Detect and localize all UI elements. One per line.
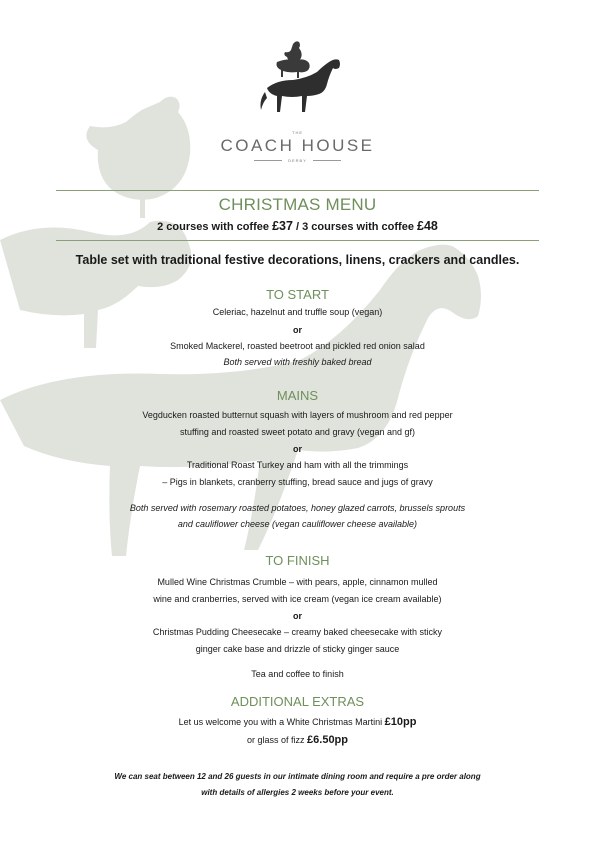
price-text-2: / 3 courses with coffee — [292, 221, 418, 233]
footer-line-2: with details of allergies 2 weeks before your event. — [201, 788, 394, 797]
menu-title: CHRISTMAS MENU — [218, 195, 377, 214]
coffee-line: Tea and coffee to finish — [251, 669, 344, 679]
starter-item-2: Smoked Mackerel, roasted beetroot and pickled red onion salad — [170, 341, 425, 351]
or-label: or — [293, 444, 302, 454]
brand-location-row — [0, 158, 595, 163]
tagline: Table set with traditional festive decorations, linens, crackers and candles. — [75, 253, 520, 267]
divider — [313, 160, 341, 161]
dessert-item-1-line-1: Mulled Wine Christmas Crumble – with pears, apple, cinnamon mulled — [157, 577, 438, 587]
starter-note: Both served with freshly baked bread — [223, 357, 372, 367]
brand-location: DERBY — [288, 158, 307, 163]
section-heading-mains: MAINS — [276, 388, 319, 403]
top-rule — [56, 190, 539, 191]
starter-item-1: Celeriac, hazelnut and truffle soup (vegan) — [212, 307, 383, 317]
main-item-2-line-2: – Pigs in blankets, cranberry stuffing, bread sauce and jugs of gravy — [162, 477, 433, 487]
dessert-item-2-line-2: ginger cake base and drizzle of sticky ginger sauce — [195, 644, 400, 654]
extras-line-1-text: Let us welcome you with a White Christmas Martini — [178, 717, 385, 727]
price-text-1: 2 courses with coffee — [157, 221, 273, 233]
footer-line-1: We can seat between 12 and 26 guests in our intimate dining room and require a pre order along — [114, 772, 481, 781]
price-3-courses: £48 — [417, 219, 438, 233]
mains-note-line-2: and cauliflower cheese (vegan cauliflower cheese available) — [177, 519, 418, 529]
extras-line-2 — [0, 734, 595, 746]
price-2-courses: £37 — [272, 219, 293, 233]
extras-line-1 — [0, 716, 595, 728]
dessert-item-1-line-2: wine and cranberries, served with ice cream (vegan ice cream available) — [153, 594, 442, 604]
martini-price: £10pp — [384, 716, 417, 728]
section-heading-extras: ADDITIONAL EXTRAS — [230, 694, 365, 709]
brand-the: THE — [292, 130, 303, 135]
dessert-item-2-line-1: Christmas Pudding Cheesecake – creamy baked cheesecake with sticky — [152, 627, 443, 637]
mains-note-line-1: Both served with rosemary roasted potatoes, honey glazed carrots, brussels sprouts — [129, 503, 466, 513]
or-label: or — [293, 325, 302, 335]
or-label: or — [293, 611, 302, 621]
bottom-rule — [56, 240, 539, 241]
price-line — [0, 219, 595, 233]
horse-and-rooster-icon — [253, 36, 343, 126]
fizz-price: £6.50pp — [307, 734, 348, 746]
divider — [254, 160, 282, 161]
main-item-1-line-2: stuffing and roasted sweet potato and gravy (vegan and gf) — [180, 427, 415, 437]
section-heading-finish: TO FINISH — [265, 553, 330, 568]
main-item-2-line-1: Traditional Roast Turkey and ham with all the trimmings — [186, 460, 409, 470]
brand-name: COACH HOUSE — [220, 136, 375, 155]
brand-logo — [0, 36, 595, 163]
extras-line-2-text: or glass of fizz — [247, 735, 308, 745]
section-heading-start: TO START — [266, 287, 329, 302]
main-item-1-line-1: Vegducken roasted butternut squash with layers of mushroom and red pepper — [142, 410, 453, 420]
